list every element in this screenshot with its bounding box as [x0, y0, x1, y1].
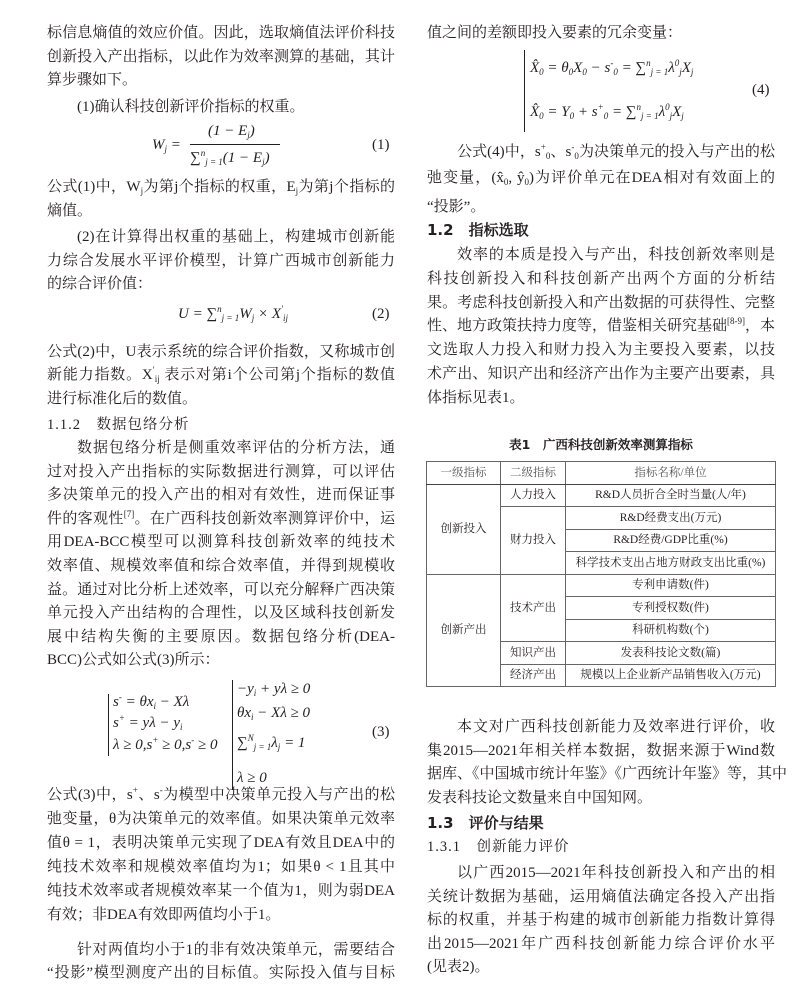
formula-1-numerator: $(1 - E_j)$: [208, 123, 255, 140]
formula-1-denominator: $\sum^n_{j = 1}(1 - E_j)$: [190, 148, 270, 167]
text-line: 集2015—2021年相关样本数据，数据来源于Wind数: [427, 742, 775, 759]
formula-3-right-row: $-y_i + y\lambda \ge 0$: [237, 681, 311, 698]
text-line: 弛变量，θ为决策单元的效率值。如果决策单元效率: [47, 811, 395, 827]
formula-1-number: (1): [372, 137, 390, 153]
formula-3-left-row: $s^- = \theta x_i - X\lambda$: [113, 692, 190, 711]
text-line: 标信息熵值的效应价值。因此，选取熵值法评价科技: [47, 25, 395, 41]
text-line: 多决策单元的投入产出的相对有效性，进而保证事: [47, 487, 395, 504]
text-line: 针对两值均小于1的非有效决策单元，需要结合: [77, 942, 395, 958]
level2-cell: 经济产出: [501, 664, 566, 687]
table-1-title: 表1 广西科技创新效率测算指标: [509, 437, 693, 452]
indicator-cell: 专利申请数(件): [566, 574, 776, 597]
text-line: 公式(1)中，$W_j$为第j个指标的权重，$E_j$为第j个指标的: [47, 179, 395, 196]
text-line: 体指标见表1。: [427, 389, 525, 406]
formula-2-expr: $U = \sum^n_{j = 1}W_j \times X'_{ij}$: [178, 304, 289, 323]
text-line: 进行标准化后的数值。: [47, 391, 198, 407]
table-row: [427, 484, 776, 507]
level2-cell: 知识产出: [501, 642, 566, 665]
formula-4-row: $X̂_0 = Y_0 + s^+_0 = \sum^n_{j = 1}\lambda^0_jX_j$: [530, 102, 684, 121]
text-line: 有效；非DEA有效即两值均小于1。: [47, 907, 281, 923]
level1-cell: 创新产出: [427, 574, 501, 687]
text-line: 展中结构失衡的主要原因。数据包络分析(DEA-: [47, 628, 395, 645]
text-line: 力综合发展水平评价模型，计算广西城市创新能力: [47, 253, 395, 269]
text-line: 以广西2015—2021年科技创新投入和产出的相: [457, 865, 775, 881]
indicator-cell: 科学技术支出占地方财政支出比重(%): [566, 552, 776, 575]
text-line: 纯技术效率或者规模效率某一个值为1，则为弱DEA: [47, 883, 395, 899]
formula-3-right-row: $\sum^N_{j = 1}\lambda_j = 1$: [237, 733, 306, 752]
text-line: 性、地方政策扶持力度等，借鉴相关研究基础[8-9]，本: [427, 316, 776, 335]
text-line: 熵值。: [47, 203, 93, 219]
text-line: 本文对广西科技创新能力及效率进行评价，收: [457, 719, 775, 735]
section-heading: 1.3 评价与结果: [427, 814, 544, 832]
section-heading: 1.2 指标选取: [427, 221, 529, 239]
indicator-cell: R&D人员折合全时当量(人/年): [566, 484, 776, 507]
text-line: BCC)公式如公式(3)所示：: [47, 652, 220, 669]
formula-3-left-row: $s^+ = y\lambda - y_i$: [113, 713, 183, 732]
indicator-cell: 科研机构数(个): [566, 619, 776, 642]
formula-3-right-row: $\theta x_i - X\lambda \ge 0$: [237, 705, 311, 722]
text-line: 文选取人力投入和财力投入为主要投入要素，以技: [427, 342, 775, 359]
formula-3-left-row: λ ≥ 0,s+ ≥ 0,s- ≥ 0: [113, 735, 218, 753]
text-line: 单元投入产出结构的合理性，以及区域科技创新发: [47, 605, 395, 622]
text-line: 的综合评价值：: [47, 276, 153, 292]
text-line: 值之间的差额即投入要素的冗余变量：: [427, 25, 683, 41]
text-line: 公式(4)中，$s^+_0$、$s^-_0$为决策单元的投入与产出的松: [457, 142, 775, 161]
text-line: 标的权重，并基于构建的城市创新能力指数计算得: [427, 912, 775, 929]
text-line: (1)确认科技创新评价指标的权重。: [77, 99, 305, 115]
formula-4-row: $X̂_0 = \theta_0X_0 - s^-_0 = \sum^n_{j = 1}\lambda^0_jX_j$: [530, 58, 694, 77]
text-line: 效率值、规模效率值和综合效率值，并得到规模收: [47, 558, 395, 574]
text-line: 公式(2)中，U表示系统的综合评价指数，又称城市创: [47, 344, 395, 360]
formula-1-lhs: $W_j$ =: [152, 137, 181, 154]
text-line: 算步骤如下。: [47, 72, 138, 88]
text-line: (2)在计算得出权重的基础上，构建城市创新能: [77, 229, 395, 245]
text-line: 用DEA-BCC模型可以测算科技创新效率的纯技术: [47, 534, 395, 551]
text-line: 弛变量，($x̂_0$, $ŷ_0$)为评价单元在DEA相对有效面上的: [427, 170, 776, 187]
level1-cell: 创新投入: [427, 484, 501, 574]
text-line: 益。通过对比分析上述效率，可以充分解释广西决策: [47, 581, 395, 598]
text-line: 数据包络分析是侧重效率评估的分析方法，通: [77, 440, 395, 456]
text-line: “投影”。: [427, 199, 486, 215]
left-brace: [524, 50, 525, 132]
text-line: 过对投入产出指标的实际数据进行测算，可以评估: [47, 463, 395, 480]
level2-cell: 人力投入: [501, 484, 566, 507]
indicator-cell: 发表科技论文数(篇): [566, 642, 776, 665]
indicator-cell: 专利授权数(件): [566, 597, 776, 620]
table-row: [427, 574, 776, 597]
fraction-bar: [190, 144, 280, 145]
text-line: 新能力指数。$X'_{ij}$ 表示对第i个公司第j个指标的数值: [47, 365, 395, 384]
text-line: 术产出、知识产出和经济产出作为主要产出要素，具: [427, 366, 775, 382]
formula-4-number: (4): [752, 82, 770, 98]
indicator-cell: 规模以上企业新产品销售收入(万元): [566, 664, 776, 687]
left-brace: [232, 680, 233, 790]
table-1: [426, 461, 776, 687]
text-line: 果。考虑科技创新投入和产出数据的可获得性、完整: [427, 294, 775, 311]
text-line: (见表2)。: [427, 959, 490, 976]
text-line: 值θ = 1，表明决策单元实现了DEA有效且DEA中的: [47, 835, 395, 851]
column-header: 二级指标: [501, 462, 566, 485]
left-brace: [108, 694, 109, 756]
text-line: 效率的本质是投入与产出，科技创新效率则是: [457, 247, 775, 263]
text-line: 创新投入产出指标，以此作为效率测算的基础，其计: [47, 49, 395, 65]
formula-2-number: (2): [372, 306, 390, 322]
text-line: 纯技术效率和规模效率值均为1；如果θ < 1且其中: [47, 859, 395, 875]
formula-3-right-row: λ ≥ 0: [237, 770, 267, 786]
text-line: 出2015—2021年广西科技创新能力综合评价水平: [427, 935, 775, 952]
text-line: 据库、《中国城市统计年鉴》《广西统计年鉴》等，其中: [427, 766, 788, 782]
indicator-cell: R&D经费/GDP比重(%): [566, 529, 776, 552]
text-line: 件的客观性[7]。在广西科技创新效率测算评价中，运: [47, 508, 395, 527]
level2-cell: 技术产出: [501, 574, 566, 642]
text-line: 发表科技论文数量来自中国知网。: [427, 789, 653, 806]
table-header-row: [427, 462, 776, 485]
text-line: 科技创新投入和科技创新产出两个方面的分析结: [427, 270, 775, 287]
level2-cell: 财力投入: [501, 507, 566, 575]
text-line: “投影”模型测度产出的目标值。实际投入值与目标: [47, 965, 395, 981]
column-header: 一级指标: [427, 462, 501, 485]
text-line: 公式(3)中，s+、s-为模型中决策单元投入与产出的松: [47, 785, 396, 803]
text-line: 关统计数据为基础，运用熵值法确定各投入产出指: [427, 888, 775, 905]
formula-3-number: (3): [372, 724, 390, 740]
section-heading: 1.1.2 数据包络分析: [47, 417, 190, 433]
section-heading: 1.3.1 创新能力评价: [427, 839, 570, 855]
column-header: 指标名称/单位: [566, 462, 776, 485]
indicator-cell: R&D经费支出(万元): [566, 507, 776, 530]
